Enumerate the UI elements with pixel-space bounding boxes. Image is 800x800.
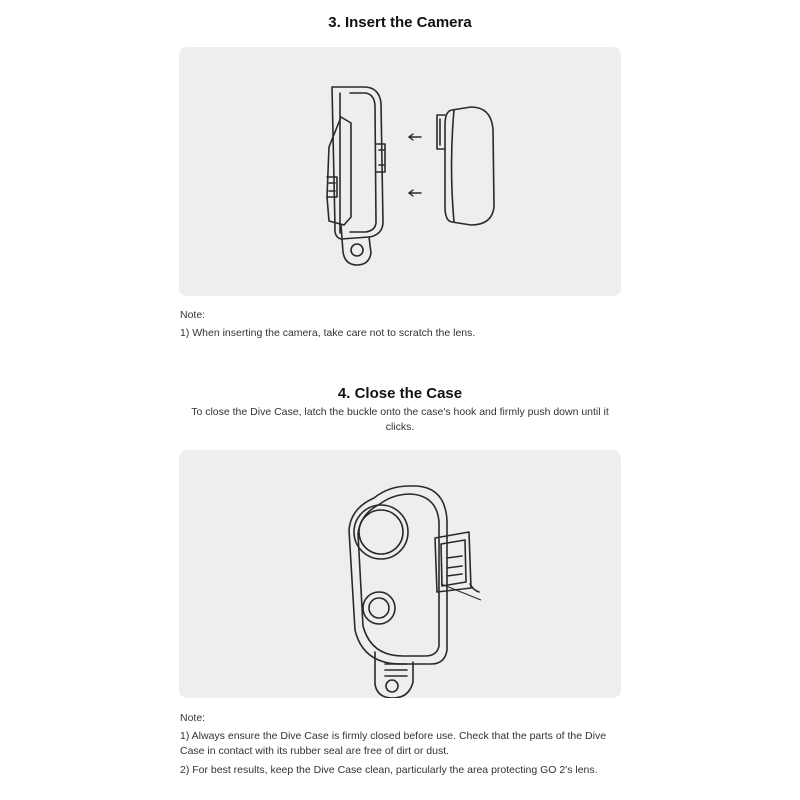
- close-case-illustration: [179, 450, 621, 698]
- shutter-button: [363, 592, 395, 624]
- section-4-note-1b: Case in contact with its rubber seal are free of dirt or dust.: [180, 745, 450, 757]
- section-4-intro-line-2: clicks.: [385, 421, 415, 433]
- close-case-illustration-panel: [179, 450, 621, 698]
- insert-arrows: [409, 134, 421, 196]
- lens: [354, 505, 408, 559]
- section-4-note-label: Note:: [180, 712, 206, 724]
- section-4-intro-line-1: To close the Dive Case, latch the buckle onto the case's hook and firmly push down until it: [191, 406, 609, 418]
- section-3-title: 3. Insert the Camera: [328, 14, 472, 31]
- insert-camera-illustration: [179, 47, 621, 296]
- section-4-title: 4. Close the Case: [337, 385, 463, 402]
- dive-case-mount: [327, 117, 351, 225]
- dive-case-shell: [349, 486, 447, 664]
- section-3-note-1: 1) When inserting the camera, take care not to scratch the lens.: [180, 327, 476, 339]
- insert-camera-illustration-panel: [179, 47, 621, 296]
- section-3-note-label: Note:: [180, 309, 206, 321]
- section-4-note-1a: 1) Always ensure the Dive Case is firmly closed before use. Check that the parts of the Dive: [180, 730, 607, 742]
- section-4-note-2: 2) For best results, keep the Dive Case clean, particularly the area protecting GO 2's lens.: [180, 764, 598, 776]
